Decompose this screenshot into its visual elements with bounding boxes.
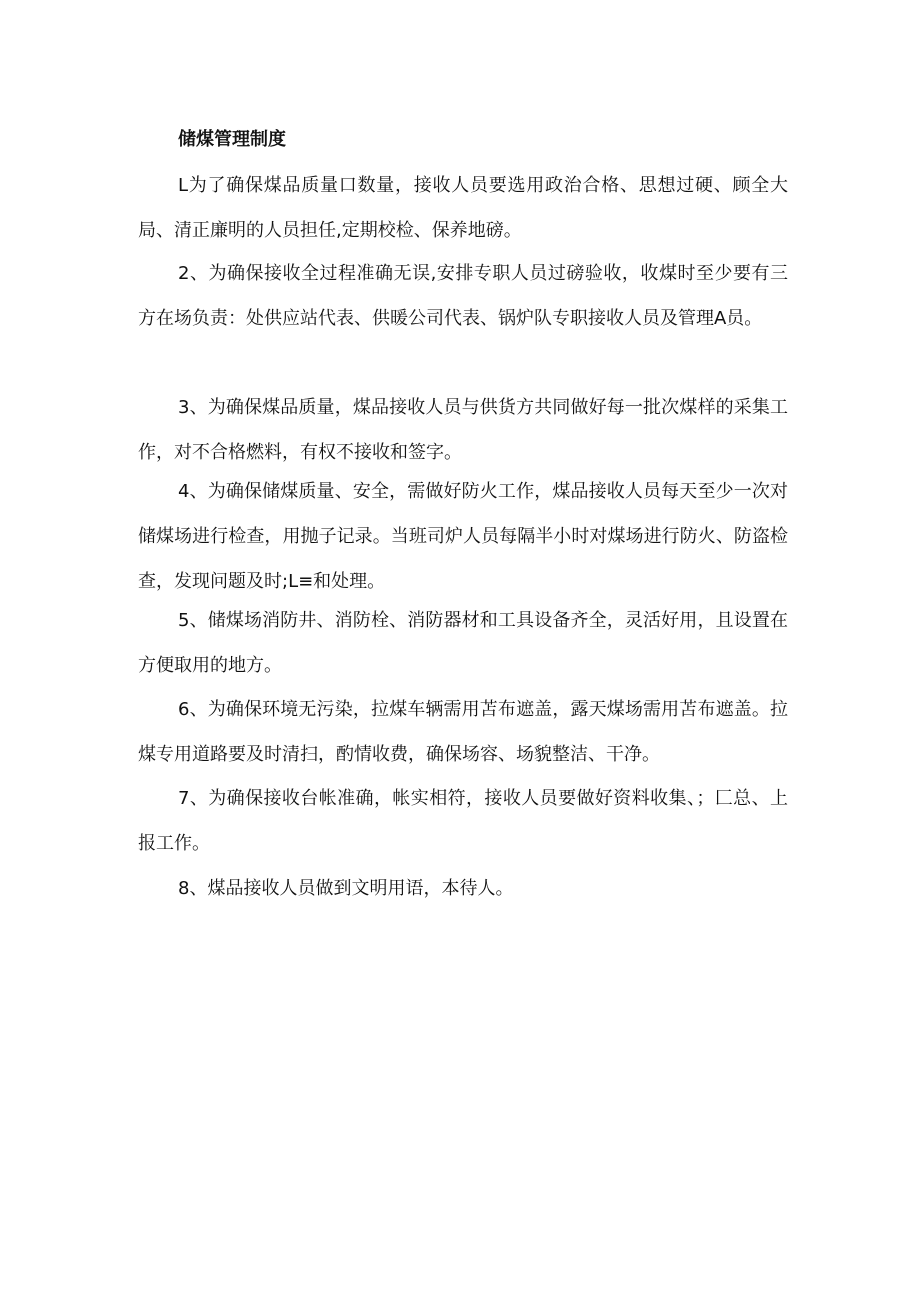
paragraph-7: 7、为确保接收台帐准确，帐实相符，接收人员要做好资料收集、；匚总、上报工作。 (138, 788, 788, 854)
paragraph-3: 3、为确保煤品质量，煤品接收人员与供货方共同做好每一批次煤样的采集工作，对不合格燃料，有权不接收和签字。 (138, 397, 788, 463)
paragraph-1: L为了确保煤品质量口数量，接收人员要选用政治合格、思想过硬、顾全大局、清正廉明的人员担任,定期校检、保养地磅。 (138, 175, 788, 241)
document-title: 储煤管理制度 (178, 129, 286, 150)
paragraph-4: 4、为确保储煤质量、安全，需做好防火工作，煤品接收人员每天至少一次对储煤场进行检查，用抛子记录。当班司炉人员每隔半小时对煤场进行防火、防盗检查，发现问题及时;L≡和处理。 (138, 481, 788, 592)
paragraph-2: 2、为确保接收全过程准确无误,安排专职人员过磅验收，收煤时至少要有三方在场负责：处供应站代表、供暖公司代表、锅炉队专职接收人员及管理A员。 (138, 263, 788, 329)
paragraph-8: 8、煤品接收人员做到文明用语，本待人。 (178, 878, 514, 899)
paragraph-5: 5、储煤场消防井、消防栓、消防器材和工具设备齐全，灵活好用，且设置在方便取用的地方。 (138, 610, 788, 676)
paragraph-6: 6、为确保环境无污染，拉煤车辆需用苫布遮盖，露天煤场需用苫布遮盖。拉煤专用道路要及时清扫，酌情收费，确保场容、场貌整洁、干净。 (138, 699, 788, 765)
